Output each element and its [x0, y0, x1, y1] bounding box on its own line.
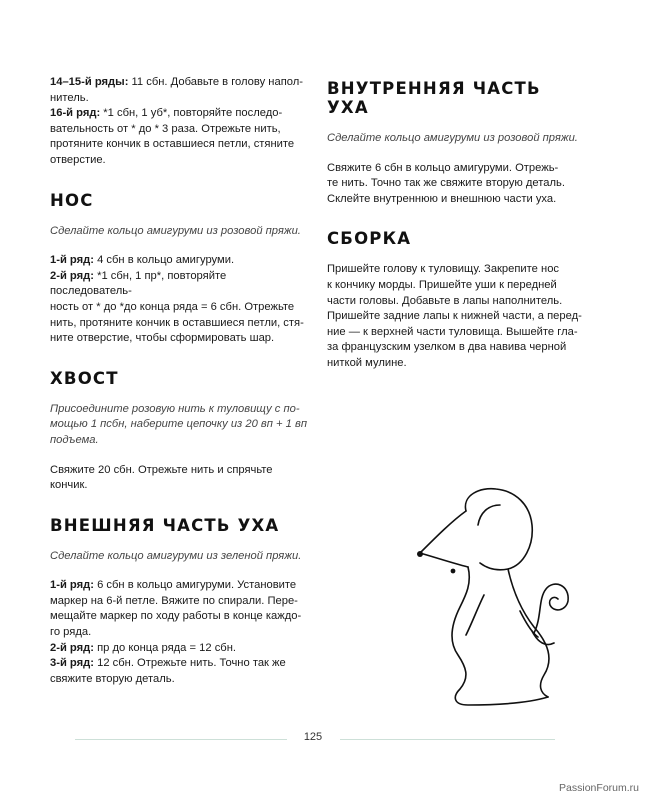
tail-note: Присоедините розовую нить к туловищу с по- мощью 1 псбн, наберите цепочку из 20 вп + 1 вп подъема.: [50, 402, 307, 446]
footer-rule-left: [75, 739, 287, 740]
footer-rule-right: [340, 739, 555, 740]
mouse-outline-icon: [408, 483, 578, 713]
page-number: 125: [303, 731, 323, 743]
outer-ear-heading: ВНЕШНЯЯ ЧАСТЬ УХА: [50, 515, 280, 535]
inner-ear-heading: ВНУТРЕННЯЯ ЧАСТЬ УХА: [327, 79, 541, 117]
page-footer: [0, 731, 647, 749]
intro-block: 14–15-й ряды: 11 сбн. Добавьте в голову напол- нитель. 16-й ряд: *1 сбн, 1 уб*, повторяйте последо- вательность от * до * 3 раза. Отрежьте нить, протяните кончик в оставшиеся петли, стяните отверстие.: [50, 76, 303, 166]
tail-instructions: Свяжите 20 сбн. Отрежьте нить и спрячьте кончик.: [50, 463, 273, 492]
assembly-heading: СБОРКА: [327, 229, 412, 249]
watermark: PassionForum.ru: [559, 782, 639, 794]
left-column: [50, 75, 310, 687]
nose-heading: НОС: [50, 190, 94, 210]
nose-instructions: 1-й ряд: 4 сбн в кольцо амигуруми. 2-й ряд: *1 сбн, 1 пр*, повторяйте последователь- ность от * до *до конца ряда = 6 сбн. Отрежьте нить, протяните кончик в оставшиеся петли, стя- ните отверстие, чтобы сформировать шар.: [50, 254, 304, 345]
tail-heading: ХВОСТ: [50, 368, 119, 388]
right-column: [327, 75, 587, 372]
outer-ear-instructions: 1-й ряд: 6 сбн в кольцо амигуруми. Установите маркер на 6-й петле. Вяжите по спирали. Пере- мещайте маркер по ходу работы в конце каждо- го ряда. 2-й ряд: пр до конца ряда = 12 сбн. 3-й ряд: 12 сбн. Отрежьте нить. Точно так же свяжите вторую деталь.: [50, 579, 302, 685]
inner-ear-note: Сделайте кольцо амигуруми из розовой пряжи.: [327, 132, 578, 144]
assembly-instructions: Пришейте голову к туловищу. Закрепите нос к кончику морды. Пришейте уши к передней части головы. Добавьте в лапы наполнитель. Пришейте задние лапы к нижней части, а перед- ние — к верхней части туловища. Вышейте гла- за французским узелком в два навива черной ниткой мулине.: [327, 263, 582, 369]
inner-ear-instructions: Свяжите 6 сбн в кольцо амигуруми. Отрежь- те нить. Точно так же свяжите вторую деталь. Склейте внутреннюю и внешнюю части уха.: [327, 161, 565, 205]
outer-ear-note: Сделайте кольцо амигуруми из зеленой пряжи.: [50, 549, 302, 562]
nose-note: Сделайте кольцо амигуруми из розовой пряжи.: [50, 224, 301, 237]
